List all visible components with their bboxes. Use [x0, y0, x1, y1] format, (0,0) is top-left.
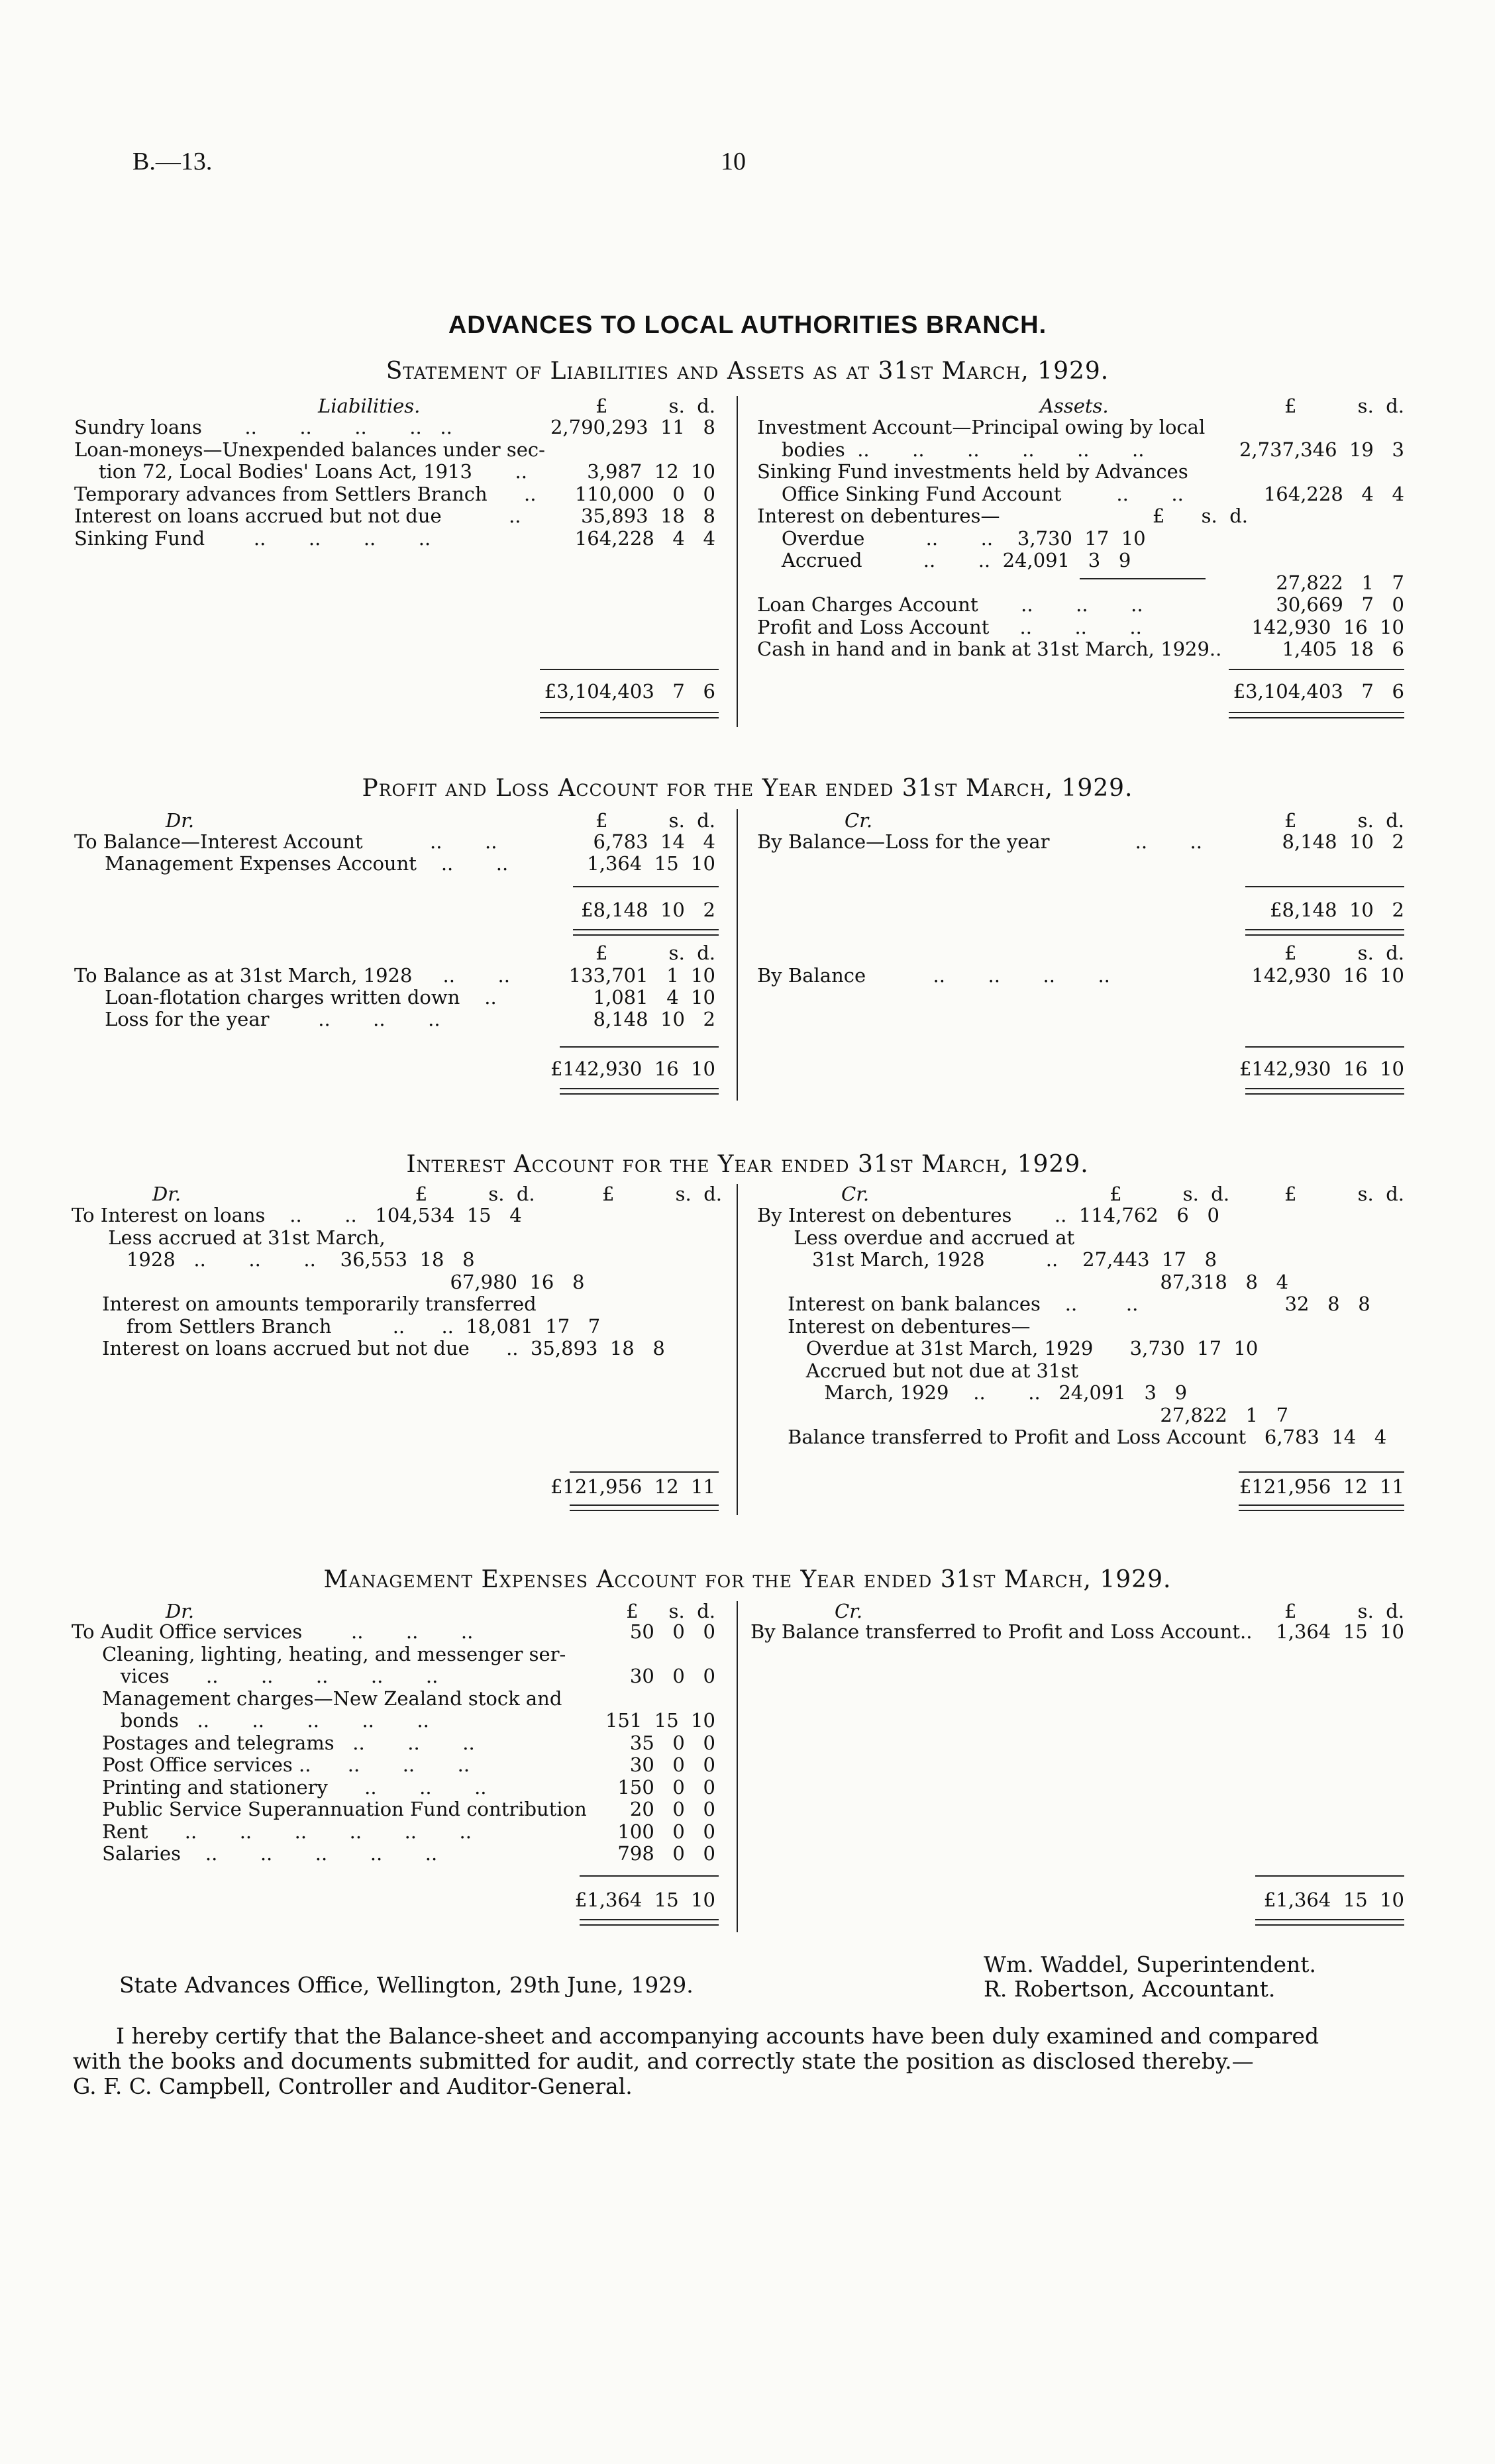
row-amount: 20 0 0: [629, 1798, 715, 1820]
row-amount: 8,148 10 2: [593, 1008, 715, 1030]
office-dateline: State Advances Office, Wellington, 29th June, 1929.: [119, 1972, 694, 1998]
row-amount: 30 0 0: [629, 1753, 715, 1776]
entry-line: 1928 .. .. .. 36,553 18 8: [72, 1248, 475, 1271]
row-amount: 142,930 16 10: [1251, 964, 1404, 987]
row-amount: 35 0 0: [629, 1731, 715, 1754]
liabilities-heading: Liabilities.: [318, 395, 421, 417]
row-amount: 3,987 12 10: [587, 460, 715, 483]
entry-line: Overdue at 31st March, 1929 3,730 17 10: [757, 1337, 1259, 1359]
row-amount: 133,701 1 10: [568, 964, 715, 987]
pl-dr-currency-head-2: £ s. d.: [595, 942, 715, 964]
entry-line: from Settlers Branch .. .. 18,081 17 7: [72, 1314, 601, 1338]
row-label: Temporary advances from Settlers Branch ..: [74, 482, 537, 505]
row-label: Loan-flotation charges written down ..: [74, 986, 497, 1009]
row-label: bodies .. .. .. .. .. ..: [757, 438, 1145, 461]
pl-cr-total: £8,148 10 2: [1270, 899, 1404, 921]
mgmt-dr-total: £1,364 15 10: [574, 1889, 715, 1911]
page-number: 10: [721, 148, 746, 175]
liabilities-currency-head: £ s. d.: [595, 395, 715, 417]
row-amount: 164,228 4 4: [574, 526, 715, 550]
row-label: Management Expenses Account .. ..: [74, 852, 509, 875]
row-label: By Balance .. .. .. ..: [757, 964, 1110, 987]
row-label: Post Office services .. .. .. ..: [72, 1753, 470, 1776]
row-amount: 50 0 0: [629, 1620, 715, 1643]
int-cr-total: £121,956 12 11: [1239, 1475, 1404, 1498]
row-amount: 35,893 18 8: [581, 505, 715, 527]
pl-dr-total: £8,148 10 2: [581, 899, 715, 921]
row-label: Loss for the year .. .. ..: [74, 1008, 440, 1030]
row-amount: 8,148 10 2: [1282, 830, 1404, 853]
entry-line: Interest on loans accrued but not due .. 35,893 18 8: [72, 1337, 665, 1359]
int-cr-label: Cr.: [841, 1183, 870, 1205]
int-cr-currency-head: £ s. d. £ s. d.: [1109, 1183, 1404, 1205]
row-label: Overdue .. .. 3,730 17 10: [757, 526, 1146, 550]
row-amount: 1,081 4 10: [593, 986, 715, 1009]
row-label: Interest on debentures— £ s. d.: [757, 505, 1248, 527]
entry-line: Interest on bank balances .. .. 32 8 8: [757, 1293, 1370, 1315]
entry-line: To Interest on loans .. .. 104,534 15 4: [72, 1204, 522, 1226]
row-amount: 110,000 0 0: [574, 482, 715, 505]
row-label: Sinking Fund investments held by Advances: [757, 460, 1188, 483]
pl-cr-total-2: £142,930 16 10: [1239, 1058, 1404, 1080]
entry-line: 87,318 8 4: [757, 1270, 1289, 1293]
assets-total: £3,104,403 7 6: [1233, 680, 1404, 703]
row-label: Interest on loans accrued but not due ..: [74, 505, 521, 527]
row-label: Cash in hand and in bank at 31st March, 1929..: [757, 638, 1222, 660]
int-dr-currency-head: £ s. d. £ s. d.: [415, 1183, 722, 1205]
int-dr-label: Dr.: [152, 1183, 181, 1205]
row-label: Accrued .. .. 24,091 3 9: [757, 549, 1131, 571]
row-amount: 798 0 0: [617, 1842, 715, 1865]
entry-line: Less accrued at 31st March,: [72, 1226, 386, 1249]
entry-line: 67,980 16 8: [72, 1270, 585, 1293]
entry-line: By Interest on debentures .. 114,762 6 0: [757, 1204, 1219, 1226]
row-label: Office Sinking Fund Account .. ..: [757, 482, 1184, 505]
mgmt-cr-label: Cr.: [835, 1600, 863, 1622]
row-label: Profit and Loss Account .. .. ..: [757, 615, 1142, 638]
row-amount: 2,737,346 19 3: [1239, 438, 1404, 461]
liabilities-total: £3,104,403 7 6: [544, 680, 715, 703]
int-dr-total: £121,956 12 11: [550, 1475, 715, 1498]
entry-line: Balance transferred to Profit and Loss Account 6,783 14 4: [757, 1426, 1387, 1448]
row-label: vices .. .. .. .. ..: [72, 1665, 438, 1687]
row-amount: 27,822 1 7: [1276, 571, 1404, 594]
row-label: Rent .. .. .. .. .. ..: [72, 1820, 472, 1843]
row-label: To Balance—Interest Account .. ..: [74, 830, 497, 853]
pl-dr-label: Dr.: [166, 809, 195, 832]
row-amount: 1,364 15 10: [587, 852, 715, 875]
entry-line: Interest on debentures—: [757, 1314, 1031, 1338]
row-label: Sundry loans .. .. .. .. ..: [74, 416, 452, 438]
assets-heading: Assets.: [1040, 395, 1109, 417]
row-label: Public Service Superannuation Fund contribution: [72, 1798, 587, 1820]
certificate-line-1: I hereby certify that the Balance-sheet and accompanying accounts have been duly examined and compared: [116, 2023, 1319, 2049]
entry-line: Accrued but not due at 31st: [757, 1359, 1078, 1382]
entry-line: 27,822 1 7: [757, 1403, 1289, 1426]
row-label: Loan Charges Account .. .. ..: [757, 593, 1143, 616]
interest-heading: Interest Account for the Year ended 31st March, 1929.: [406, 1151, 1089, 1178]
row-amount: 30 0 0: [629, 1665, 715, 1687]
signature-superintendent: Wm. Waddel, Superintendent.: [984, 1951, 1317, 1977]
balance-sheet-heading: Statement of Liabilities and Assets as at 31st March, 1929.: [386, 358, 1109, 385]
row-amount: 6,783 14 4: [593, 830, 715, 853]
row-amount: 142,930 16 10: [1251, 615, 1404, 638]
row-label: bonds .. .. .. .. ..: [72, 1709, 429, 1732]
row-label: Loan-moneys—Unexpended balances under sec-: [74, 438, 545, 461]
row-label: Management charges—New Zealand stock and: [72, 1687, 562, 1710]
entry-line: March, 1929 .. .. 24,091 3 9: [757, 1381, 1188, 1404]
certificate-line-3: G. F. C. Campbell, Controller and Auditor-General.: [73, 2073, 633, 2099]
row-label: Postages and telegrams .. .. ..: [72, 1731, 475, 1754]
entry-line: Interest on amounts temporarily transferred: [72, 1293, 537, 1315]
row-amount: 30,669 7 0: [1276, 593, 1404, 616]
mgmt-dr-label: Dr.: [166, 1600, 195, 1622]
certificate-line-2: with the books and documents submitted for audit, and correctly state the position as disclosed thereby.—: [73, 2048, 1254, 2074]
assets-currency-head: £ s. d.: [1284, 395, 1404, 417]
row-label: Investment Account—Principal owing by local: [757, 416, 1206, 438]
signature-accountant: R. Robertson, Accountant.: [984, 1976, 1276, 2002]
row-amount: 150 0 0: [617, 1775, 715, 1799]
row-label: Sinking Fund .. .. .. ..: [74, 526, 431, 550]
row-label: To Balance as at 31st March, 1928 .. ..: [74, 964, 510, 987]
management-heading: Management Expenses Account for the Year ended 31st March, 1929.: [323, 1566, 1172, 1593]
pl-cr-label: Cr.: [845, 809, 873, 832]
pl-dr-total-2: £142,930 16 10: [550, 1058, 715, 1080]
row-amount: 1,364 15 10: [1276, 1620, 1404, 1643]
page-ref: B.—13.: [132, 148, 213, 175]
mgmt-cr-total: £1,364 15 10: [1263, 1889, 1404, 1911]
row-amount: 164,228 4 4: [1263, 482, 1404, 505]
mgmt-cr-currency-head: £ s. d.: [1284, 1600, 1404, 1622]
row-amount: 2,790,293 11 8: [550, 416, 715, 438]
pl-cr-currency-head-2: £ s. d.: [1284, 942, 1404, 964]
entry-line: 31st March, 1928 .. 27,443 17 8: [757, 1248, 1217, 1271]
pl-dr-currency-head: £ s. d.: [595, 809, 715, 832]
pl-cr-currency-head: £ s. d.: [1284, 809, 1404, 832]
row-amount: 100 0 0: [617, 1820, 715, 1843]
profit-loss-heading: Profit and Loss Account for the Year ended 31st March, 1929.: [362, 775, 1133, 802]
branch-title: ADVANCES TO LOCAL AUTHORITIES BRANCH.: [448, 311, 1047, 339]
row-amount: 151 15 10: [605, 1709, 715, 1732]
row-label: By Balance—Loss for the year .. ..: [757, 830, 1202, 853]
row-label: By Balance transferred to Profit and Loss Account..: [750, 1620, 1253, 1643]
row-label: Cleaning, lighting, heating, and messenger ser-: [72, 1642, 566, 1665]
entry-line: Less overdue and accrued at: [757, 1226, 1075, 1249]
row-label: To Audit Office services .. .. ..: [72, 1620, 474, 1643]
mgmt-dr-currency-head: £ s. d.: [626, 1600, 715, 1622]
row-label: Printing and stationery .. .. ..: [72, 1775, 487, 1799]
row-label: tion 72, Local Bodies' Loans Act, 1913 ..: [74, 460, 527, 483]
row-amount: 1,405 18 6: [1282, 638, 1404, 660]
row-label: Salaries .. .. .. .. ..: [72, 1842, 438, 1865]
